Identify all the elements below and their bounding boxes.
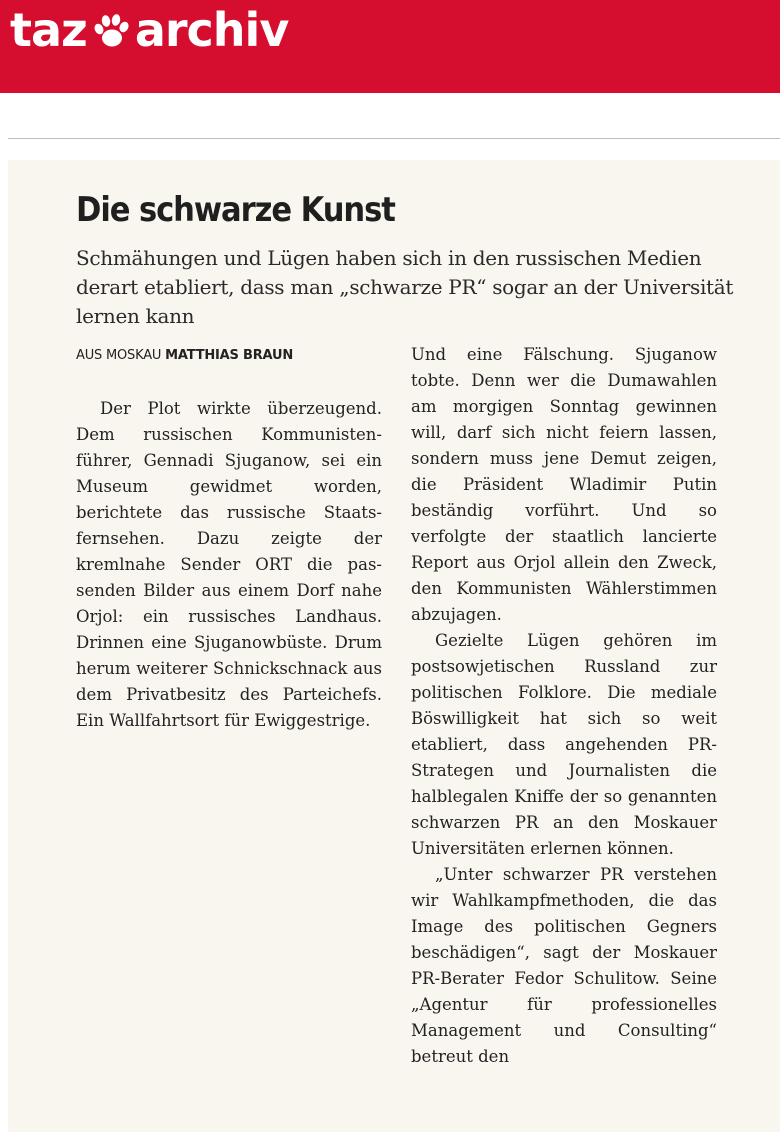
article-paragraph: „Unter schwarzer PR verstehen wir Wahlkampfmethoden, die das Image des politischen Gegners beschädigen“, sagt der Moskauer PR-Berater Fedor Schulitow. Seine „Agentur für professionelles Management und Consulting“ betreut den: [411, 865, 717, 1066]
divider: [8, 138, 780, 139]
article-paragraph: Gezielte Lügen gehören im postsowjetischen Russland zur politischen Folklore. Die mediale Böswilligkeit hat sich so weit etabliert, dass angehenden PR-Strategen und Journalisten die halblegalen Kniffe der so genannten schwarzen PR an den Moskauer Universitäten erlernen können.: [411, 631, 717, 858]
article-column-right: [411, 342, 717, 1070]
article-headline: Die schwarze Kunst: [76, 190, 395, 230]
byline-author: MATTHIAS BRAUN: [165, 348, 294, 363]
article-paragraph: Der Plot wirkte überzeugend. Dem russischen Kommunistenführer, Gennadi Sjuganow, sei ein Museum gewidmet worden, berichtete das russische Staatsfernsehen. Dazu zeigte der kremlnahe Sender ORT die passenden Bilder aus einem Dorf nahe Orjol: ein russisches Landhaus. Drinnen eine Sjuganowbüste. Drum herum weiterer Schnickschnack aus dem Privatbesitz des Parteichefs. Ein Wallfahrtsort für Ewiggestrige.: [76, 399, 382, 730]
byline: [76, 346, 396, 366]
article-paragraph: Und eine Fälschung. Sjuganow tobte. Denn wer die Dumawahlen am morgigen Sonntag gewinnen will, darf sich nicht feiern lassen, sondern muss jene Demut zeigen, die Präsident Wladimir Putin beständig vorführt. Und so verfolgte der staatlich lancierte Report aus Orjol allein den Zweck, den Kommunisten Wählerstimmen abzujagen.: [411, 345, 717, 624]
article-subhead: Schmähungen und Lügen haben sich in den russischen Medien derart etabliert, dass man „schwarze PR“ sogar an der Universität lernen kann: [76, 246, 734, 328]
logo-text-archiv: archiv: [134, 3, 289, 57]
article-column-left: [76, 396, 382, 734]
masthead: [0, 0, 780, 93]
paw-icon: [91, 12, 131, 52]
byline-location: AUS MOSKAU: [76, 348, 162, 363]
logo-text-taz: taz: [10, 3, 87, 57]
taz-archiv-logo[interactable]: [10, 2, 288, 58]
